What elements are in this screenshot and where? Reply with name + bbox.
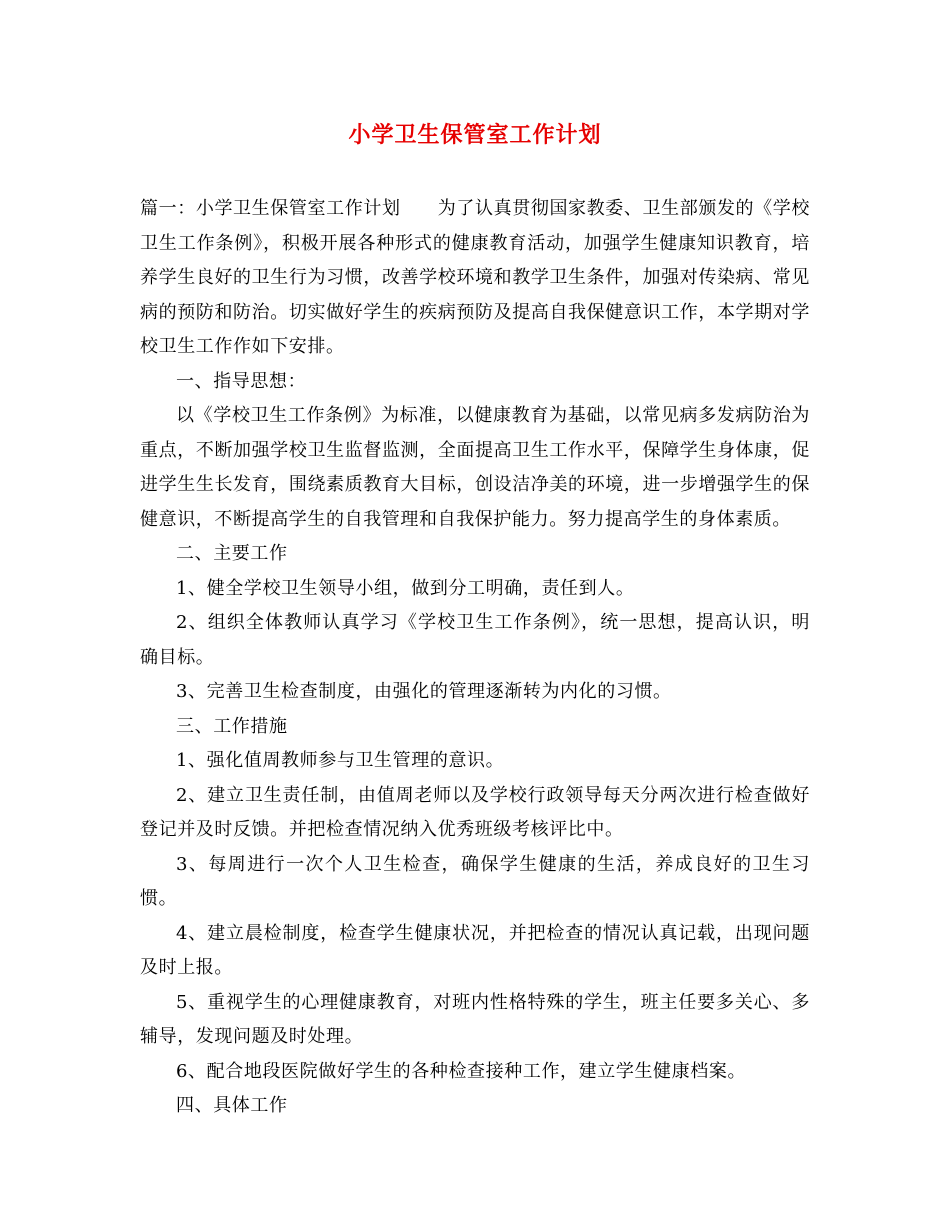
measures-item-6: 6、配合地段医院做好学生的各种检查接种工作，建立学生健康档案。 <box>176 1060 747 1082</box>
guiding-ideology-paragraph: 以《学校卫生工作条例》为标准，以健康教育为基础，以常见病多发病防治为重点，不断加强学校卫生监督监测，全面提高卫生工作水平，保障学生身体康，促进学生生长发育，围绕素质教育大目标，创设洁净美的环境，进一步增强学生的保健意识，不断提高学生的自我管理和自我保护能力。努力提高学生的身体素质。 <box>140 405 810 530</box>
section-heading-guiding-ideology: 一、指导思想： <box>176 370 307 392</box>
measures-item-5: 5、重视学生的心理健康教育，对班内性格特殊的学生，班主任要多关心、多辅导，发现问题及时处理。 <box>140 991 810 1047</box>
measures-item-2: 2、建立卫生责任制，由值周老师以及学校行政领导每天分两次进行检查做好登记并及时反馈。并把检查情况纳入优秀班级考核评比中。 <box>140 784 810 840</box>
section-heading-main-work: 二、主要工作 <box>176 543 288 564</box>
document-body <box>140 192 810 1124</box>
document-title: 小学卫生保管室工作计划 <box>348 123 602 148</box>
main-work-item-1: 1、健全学校卫生领导小组，做到分工明确，责任到人。 <box>176 577 635 599</box>
measures-item-4: 4、建立晨检制度，检查学生健康状况，并把检查的情况认真记载，出现问题及时上报。 <box>140 922 810 978</box>
measures-item-3: 3、每周进行一次个人卫生检查，确保学生健康的生活，养成良好的卫生习惯。 <box>140 853 810 909</box>
intro-paragraph: 篇一：小学卫生保管室工作计划 为了认真贯彻国家教委、卫生部颁发的《学校卫生工作条例》，积极开展各种形式的健康教育活动，加强学生健康知识教育，培养学生良好的卫生行为习惯，改善学校环境和教学卫生条件，加强对传染病、常见病的预防和防治。切实做好学生的疾病预防及提高自我保健意识工作，本学期对学校卫生工作作如下安排。 <box>140 198 810 357</box>
measures-item-1: 1、强化值周教师参与卫生管理的意识。 <box>176 750 505 771</box>
main-work-item-2: 2、组织全体教师认真学习《学校卫生工作条例》，统一思想，提高认识，明确目标。 <box>140 612 810 668</box>
section-heading-specific-work: 四、具体工作 <box>176 1095 288 1116</box>
main-work-item-3: 3、完善卫生检查制度，由强化的管理逐渐转为内化的习惯。 <box>176 681 672 702</box>
section-heading-measures: 三、工作措施 <box>176 715 288 737</box>
